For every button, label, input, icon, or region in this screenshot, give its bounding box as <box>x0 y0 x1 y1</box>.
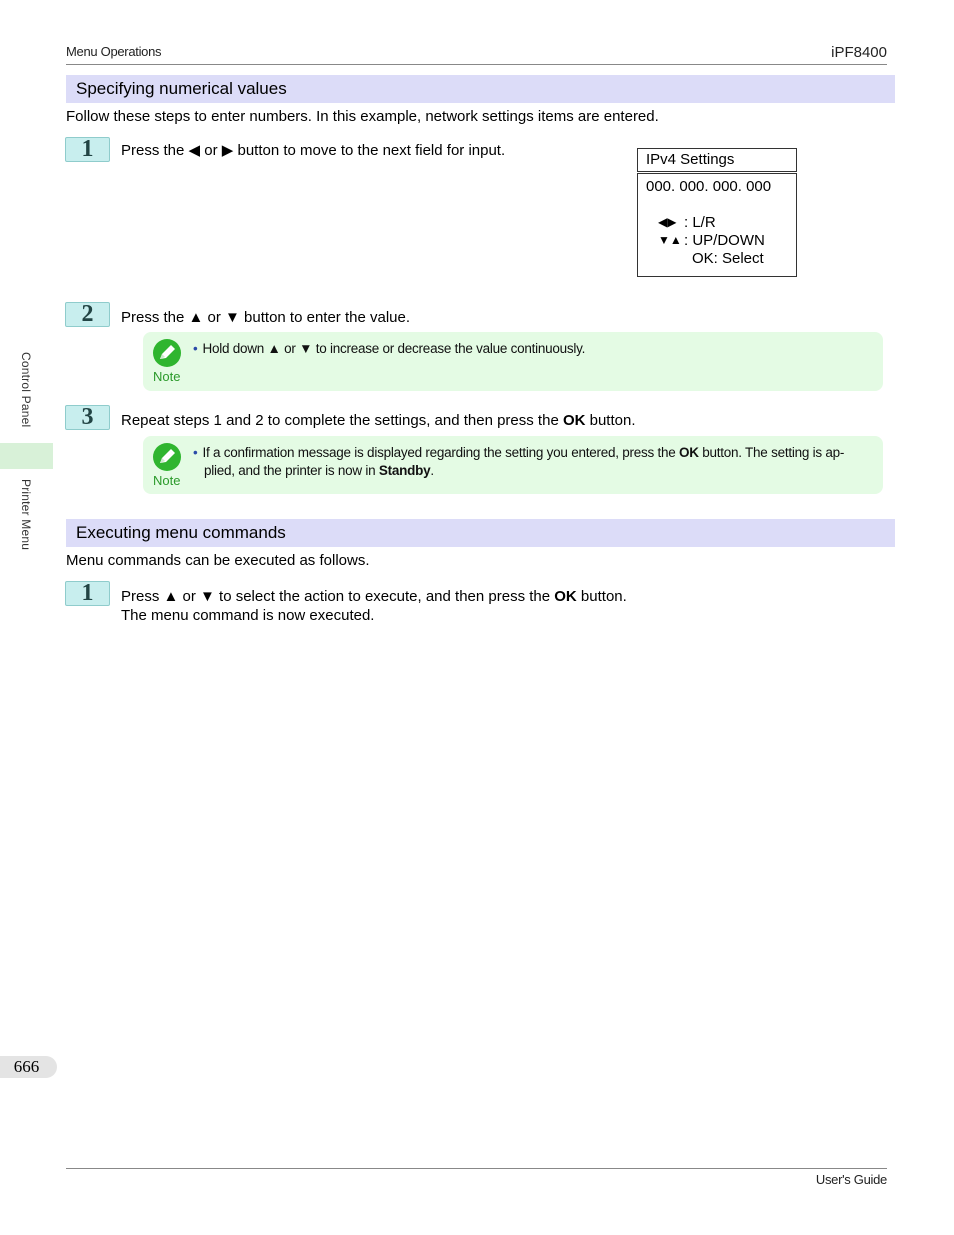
note-pencil-icon <box>152 442 182 472</box>
page-number: 666 <box>0 1056 57 1078</box>
side-tab-control-panel: Control Panel <box>19 352 33 428</box>
step-number-badge: 3 <box>65 405 110 430</box>
section-intro: Follow these steps to enter numbers. In this example, network settings items are entered. <box>66 108 659 125</box>
step-number-badge: 1 <box>65 137 110 162</box>
note-text: • Hold down ▲ or ▼ to increase or decrease the value continuously. <box>193 341 586 356</box>
step-instruction: Press the ◀ or ▶ button to move to the next field for input. <box>121 142 506 159</box>
right-arrow-icon: ▶ <box>221 142 234 159</box>
lcd-lr-label: : L/R <box>684 214 716 231</box>
lcd-ok-label: OK: Select <box>692 250 764 267</box>
section-intro: Menu commands can be executed as follows. <box>66 552 370 569</box>
footer-divider <box>66 1168 887 1169</box>
step-instruction: Repeat steps 1 and 2 to complete the settings, and then press the OK button. <box>121 412 636 429</box>
left-arrow-icon: ◀ <box>188 142 201 159</box>
section-heading-menu-commands: Executing menu commands <box>66 519 895 547</box>
side-tab-printer-menu: Printer Menu <box>19 479 33 551</box>
step-instruction: Press ▲ or ▼ to select the action to execute, and then press the OK button. The menu command is now executed. <box>121 588 627 624</box>
up-down-arrows-icon: ▼▲ <box>658 233 682 247</box>
section-heading-numerical-values: Specifying numerical values <box>66 75 895 103</box>
step-instruction: Press the ▲ or ▼ button to enter the value. <box>121 309 411 326</box>
side-tab-marker <box>0 443 53 469</box>
left-right-arrows-icon: ◀▶ <box>658 215 677 229</box>
footer-guide-title: User's Guide <box>815 1172 887 1187</box>
note-pencil-icon <box>152 338 182 368</box>
step-number-badge: 2 <box>65 302 110 327</box>
lcd-ip-value: 000. 000. 000. 000 <box>646 178 772 195</box>
lcd-screen-title: IPv4 Settings <box>637 148 797 172</box>
lcd-screen-body <box>637 173 797 277</box>
step-number-badge: 1 <box>65 581 110 606</box>
running-header-model: iPF8400 <box>831 44 887 61</box>
lcd-ud-label: : UP/DOWN <box>684 232 765 249</box>
note-text: • If a confirmation message is displayed regarding the setting you entered, press the OK button. The setting is ap- plied, and the printer is now in Standby. <box>193 445 845 478</box>
note-label: Note <box>153 473 181 488</box>
header-divider <box>66 64 887 65</box>
running-header-section: Menu Operations <box>66 44 162 59</box>
note-label: Note <box>153 369 181 384</box>
